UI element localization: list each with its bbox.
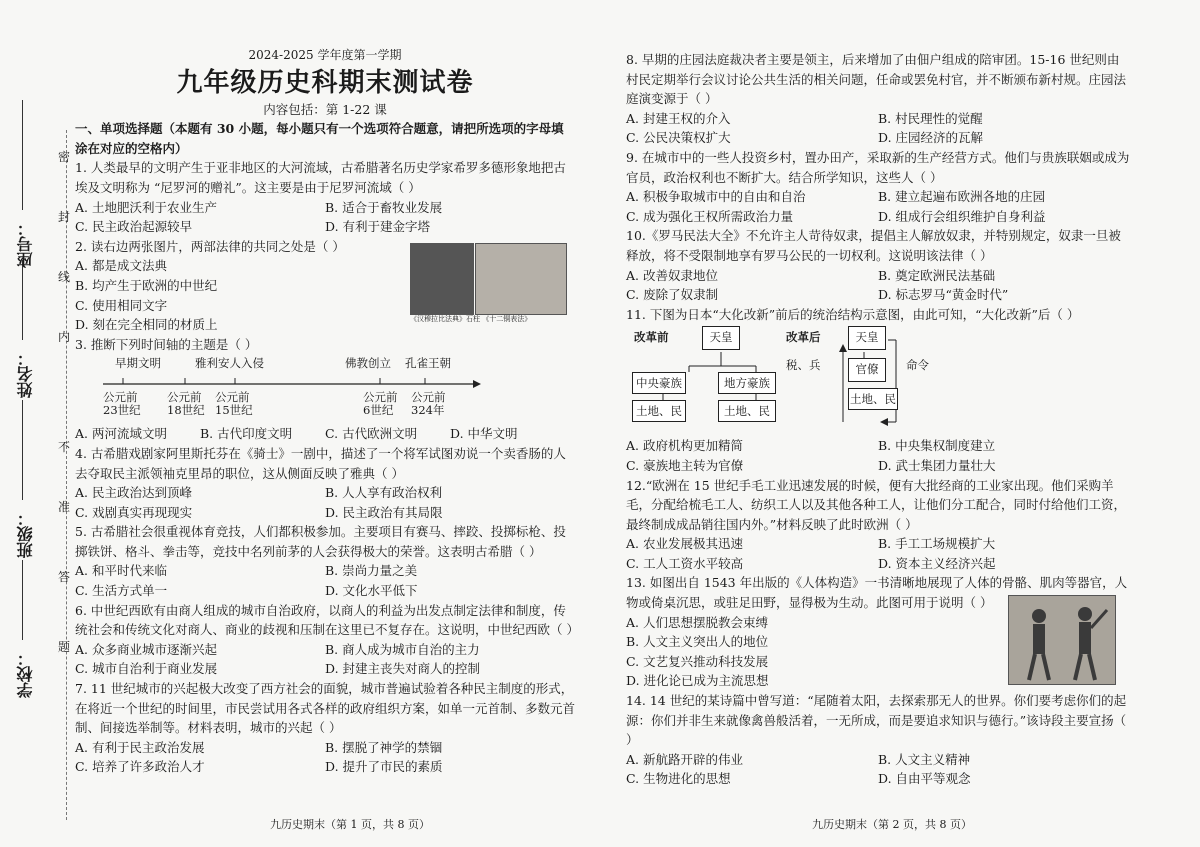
q10-options <box>626 266 1130 286</box>
box-land-people-3: 土地、民 <box>848 388 898 410</box>
question-13: 13. 如图出自 1543 年出版的《人体构造》一书清晰地展现了人体的骨骼、肌肉等器官，人物或倚桌沉思，或驻足田野，显得极为生动。此图可用于说明（ ） <box>626 575 1128 611</box>
question-5: 5. 古希腊社会很重视体育竞技，人们都积极参加。主要项目有赛马、摔跤、投掷标枪、投掷铁饼、格斗、拳击等，竞技中名列前茅的人会获得极大的荣誉。这表明古希腊（ ） <box>75 524 566 559</box>
q10-option-d[interactable]: D. 标志罗马“黄金时代” <box>878 287 1009 303</box>
box-local-clans: 地方豪族 <box>718 372 776 394</box>
exam-title: 九年级历史科期末测试卷 <box>176 67 474 98</box>
q10-option-c[interactable]: C. 废除了奴隶制 <box>626 287 719 303</box>
q3-option-c[interactable]: C. 古代欧洲文明 <box>325 426 418 442</box>
question-10: 10.《罗马民法大全》不允许主人苛待奴隶，提倡主人解放奴隶，并特别规定，奴隶一旦被释放，将不受限制地享有罗马公民的一切权利。这说明该法律（ ） <box>626 228 1121 263</box>
q8-option-b[interactable]: B. 村民理性的觉醒 <box>878 110 983 126</box>
q10-option-b[interactable]: B. 奠定欧洲民法基础 <box>878 267 996 283</box>
question-14: 14. 14 世纪的某诗篇中曾写道：“尾随着太阳，去探索那无人的世界。你们要考虑你们的起源：你们并非生来就像禽兽般活着，一无所成，而是要追求知识与德行。”该诗段主要宣扬（ ） <box>626 693 1127 748</box>
question-3: 3. 推断下列时间轴的主题是（ ） <box>75 336 258 352</box>
seal-char: 答 <box>58 570 71 584</box>
label-after-reform: 改革后 <box>786 330 821 345</box>
q6-options <box>75 640 575 660</box>
box-central-clans: 中央豪族 <box>632 372 686 394</box>
timeline-date: 公元前 324年 <box>411 390 446 418</box>
timeline-event: 孔雀王朝 <box>405 356 451 371</box>
question-6: 6. 中世纪西欧有由商人组成的城市自治政府，以商人的利益为出发点制定法律和制度，传统社会和传统文化对商人、商业的歧视和压制在这里已不复存在。这说明，中世纪西欧（ ） <box>75 602 579 638</box>
q1-options <box>75 217 575 237</box>
q2-image-caption: 《汉穆拉比法典》石柱 《十二铜表法》 <box>410 314 532 323</box>
q3-option-a[interactable]: A. 两河流域文明 <box>75 426 167 442</box>
section-heading: 一、单项选择题（本题有 30 小题，每小题只有一个选项符合题意，请把所选项的字母填涂在对应的空格内） <box>75 121 564 156</box>
q3-timeline <box>75 354 575 424</box>
label-orders: 命令 <box>906 358 929 373</box>
q8-option-a[interactable]: A. 封建王权的介入 <box>626 110 731 126</box>
q14-option-a[interactable]: A. 新航路开辟的伟业 <box>626 751 743 767</box>
q6-option-a[interactable]: A. 众多商业城市逐渐兴起 <box>75 641 217 657</box>
seal-dashed-line <box>66 130 67 820</box>
q13-block <box>626 573 1130 691</box>
q14-option-c[interactable]: C. 生物进化的思想 <box>626 771 731 787</box>
box-emperor-after: 天皇 <box>848 326 886 350</box>
seal-char: 内 <box>58 330 71 344</box>
q4-options <box>75 503 575 523</box>
q14-option-b[interactable]: B. 人文主义精神 <box>878 751 971 767</box>
q7-option-b[interactable]: B. 摆脱了神学的禁锢 <box>325 739 443 755</box>
timeline-date: 公元前 23世纪 <box>103 390 141 418</box>
q2-option-a[interactable]: A. 都是成文法典 <box>75 258 167 274</box>
q2-option-c[interactable]: C. 使用相同文字 <box>75 297 168 313</box>
right-page <box>626 50 1130 789</box>
q12-options <box>626 534 1130 554</box>
q1-option-d[interactable]: D. 有利于建金字塔 <box>325 219 431 235</box>
anatomy-illustration-image <box>1008 595 1116 685</box>
q7-option-a[interactable]: A. 有利于民主政治发展 <box>75 739 205 755</box>
q3-option-b[interactable]: B. 古代印度文明 <box>200 426 293 442</box>
q11-options <box>626 436 1130 456</box>
binding-margin <box>0 40 78 820</box>
q2-block <box>75 237 575 335</box>
q7-options <box>75 757 575 777</box>
timeline-date: 公元前 18世纪 <box>167 390 205 418</box>
question-1: 1. 人类最早的文明产生于亚非地区的大河流域，古希腊著名历史学家希罗多德形象地把古埃及文明称为 “尼罗河的赠礼”。这主要是由于尼罗河流域（ ） <box>75 160 566 195</box>
q12-option-d[interactable]: D. 资本主义经济兴起 <box>878 555 996 571</box>
q8-options <box>626 109 1130 129</box>
q12-options <box>626 554 1130 574</box>
q1-option-c[interactable]: C. 民主政治起源较早 <box>75 219 193 235</box>
q13-option-b[interactable]: B. 人文主义突出人的地位 <box>626 634 769 650</box>
q4-option-c[interactable]: C. 戏剧真实再现现实 <box>75 504 193 520</box>
q2-option-b[interactable]: B. 均产生于欧洲的中世纪 <box>75 277 218 293</box>
q14-options <box>626 750 1130 770</box>
box-emperor-before: 天皇 <box>702 326 740 350</box>
q9-option-c[interactable]: C. 成为强化王权所需政治力量 <box>626 208 794 224</box>
label-tax-soldiers: 税、兵 <box>786 358 821 373</box>
q11-option-a[interactable]: A. 政府机构更加精简 <box>626 438 743 454</box>
seal-char: 密 <box>58 150 71 164</box>
q7-options <box>75 738 575 758</box>
left-page <box>75 48 579 777</box>
q4-option-d[interactable]: D. 民主政治有其局限 <box>325 504 443 520</box>
question-12: 12.“欧洲在 15 世纪手毛工业迅速发展的时候，便有大批经商的工业家出现。他们采购羊毛，分配给梳毛工人、纺织工人以及其他各种工人，让他们分工配合，同时付给他们工资，最终制成成品销往国内外。”材料反映了此时欧洲（ ） <box>626 477 1127 532</box>
name-label: 姓名： <box>16 350 35 398</box>
class-line[interactable] <box>22 400 24 500</box>
seat-label: 座号： <box>16 220 35 268</box>
question-4: 4. 古希腊戏剧家阿里斯托芬在《骑士》一剧中，描述了一个将军试图劝说一个卖香肠的人去夺取民主派领袖克里昂的职位，这从侧面反映了雅典（ ） <box>75 445 566 481</box>
q9-option-a[interactable]: A. 积极争取城市中的自由和自治 <box>626 189 806 205</box>
q6-options <box>75 659 575 679</box>
school-label: 学校： <box>16 650 35 698</box>
name-line[interactable] <box>22 260 24 340</box>
q8-option-c[interactable]: C. 公民决策权扩大 <box>626 130 731 146</box>
timeline-date: 公元前 15世纪 <box>215 390 253 418</box>
seal-char: 题 <box>58 640 71 654</box>
box-officials: 官僚 <box>848 358 886 382</box>
seal-char: 封 <box>58 210 71 224</box>
question-2: 2. 读右边两张图片，两部法律的共同之处是（ ） <box>75 238 345 254</box>
left-footer: 九历史期末（第 1 页，共 8 页） <box>270 818 430 831</box>
q11-option-c[interactable]: C. 豪族地主转为官僚 <box>626 457 744 473</box>
seal-char: 不 <box>58 440 71 454</box>
q9-option-b[interactable]: B. 建立起遍布欧洲各地的庄园 <box>878 189 1046 205</box>
q10-options <box>626 285 1130 305</box>
question-11: 11. 下图为日本“大化改新”前后的统治结构示意图，由此可知，“大化改新”后（ ） <box>626 306 1080 322</box>
seal-char: 线 <box>58 270 71 284</box>
twelve-tables-image <box>475 243 567 315</box>
q12-option-a[interactable]: A. 农业发展极其迅速 <box>626 536 743 552</box>
q3-options <box>75 424 575 444</box>
q8-options <box>626 128 1130 148</box>
seal-char: 准 <box>58 500 71 514</box>
q11-option-d[interactable]: D. 武士集团力量壮大 <box>878 457 996 473</box>
label-before-reform: 改革前 <box>634 330 669 345</box>
q4-option-b[interactable]: B. 人人享有政治权利 <box>325 485 443 501</box>
right-footer: 九历史期末（第 2 页，共 8 页） <box>812 818 972 831</box>
timeline-event: 早期文明 <box>115 356 161 371</box>
q6-option-d[interactable]: D. 封建主丧失对商人的控制 <box>325 661 481 677</box>
q5-option-d[interactable]: D. 文化水平低下 <box>325 583 418 599</box>
q2-option-d[interactable]: D. 刻在完全相同的材质上 <box>75 317 218 333</box>
q4-options <box>75 483 575 503</box>
q5-option-a[interactable]: A. 和平时代来临 <box>75 563 167 579</box>
taika-reform-diagram <box>626 324 1130 436</box>
timeline-event: 佛教创立 <box>345 356 391 371</box>
q1-options <box>75 198 575 218</box>
q11-option-b[interactable]: B. 中央集权制度建立 <box>878 438 996 454</box>
q10-option-a[interactable]: A. 改善奴隶地位 <box>626 267 718 283</box>
q13-option-a[interactable]: A. 人们思想摆脱教会束缚 <box>626 614 768 630</box>
q1-option-b[interactable]: B. 适合于畜牧业发展 <box>325 199 443 215</box>
q7-option-d[interactable]: D. 提升了市民的素质 <box>325 759 443 775</box>
q5-option-c[interactable]: C. 生活方式单一 <box>75 583 168 599</box>
school-year: 2024-2025 学年度第一学期 <box>248 48 402 62</box>
question-7: 7. 11 世纪城市的兴起极大改变了西方社会的面貌，城市普遍试验着各种民主制度的形式，在将近一个世纪的时间里，市民尝试用各式各样的政府组织方案，如单一元首制、多数元首制、间接选举制等。材料表明，城市的兴起（ ） <box>75 681 576 736</box>
question-9: 9. 在城市中的一些人投资乡村，置办田产，采取新的生产经营方式。他们与贵族联姻或成为官员，政治权利也不断扩大。结合所学知识，这些人（ ） <box>626 149 1130 185</box>
box-land-people-2: 土地、民 <box>718 400 776 422</box>
anatomy-figure-icon <box>1009 596 1115 684</box>
school-line[interactable] <box>22 560 24 640</box>
box-land-people-1: 土地、民 <box>632 400 686 422</box>
q5-options <box>75 581 575 601</box>
q3-option-d[interactable]: D. 中华文明 <box>450 426 518 442</box>
q4-option-a[interactable]: A. 民主政治达到顶峰 <box>75 485 192 501</box>
hammurabi-stele-image <box>410 243 474 315</box>
timeline-event: 雅利安人入侵 <box>195 356 264 371</box>
q7-option-c[interactable]: C. 培养了许多政治人才 <box>75 759 205 775</box>
q5-option-b[interactable]: B. 崇尚力量之美 <box>325 563 418 579</box>
q11-options <box>626 456 1130 476</box>
class-label: 班级： <box>16 510 35 558</box>
q8-option-d[interactable]: D. 庄园经济的瓦解 <box>878 130 984 146</box>
q6-option-c[interactable]: C. 城市自治利于商业发展 <box>75 661 218 677</box>
timeline-date: 公元前 6世纪 <box>363 390 398 418</box>
q9-option-d[interactable]: D. 组成行会组织维护自身利益 <box>878 208 1046 224</box>
q14-options <box>626 769 1130 789</box>
q14-option-d[interactable]: D. 自由平等观念 <box>878 771 971 787</box>
question-8: 8. 早期的庄园法庭裁决者主要是领主，后来增加了由佃户组成的陪审团。15-16 世纪则由村民定期举行会议讨论公共生活的相关问题，任命或罢免村官，并不断颁布新村规。庄园法庭演变源于（ ） <box>626 52 1127 107</box>
q12-option-b[interactable]: B. 手工工场规模扩大 <box>878 536 996 552</box>
q13-option-c[interactable]: C. 文艺复兴推动科技发展 <box>626 653 769 669</box>
q9-options <box>626 187 1130 207</box>
content-range: 内容包括：第 1-22 课 <box>263 101 387 117</box>
q5-options <box>75 561 575 581</box>
q13-option-d[interactable]: D. 进化论已成为主流思想 <box>626 673 769 689</box>
q9-options <box>626 207 1130 227</box>
q6-option-b[interactable]: B. 商人成为城市自治的主力 <box>325 641 480 657</box>
seat-line[interactable] <box>22 100 24 210</box>
q12-option-c[interactable]: C. 工人工资水平较高 <box>626 555 744 571</box>
q1-option-a[interactable]: A. 土地肥沃利于农业生产 <box>75 199 217 215</box>
